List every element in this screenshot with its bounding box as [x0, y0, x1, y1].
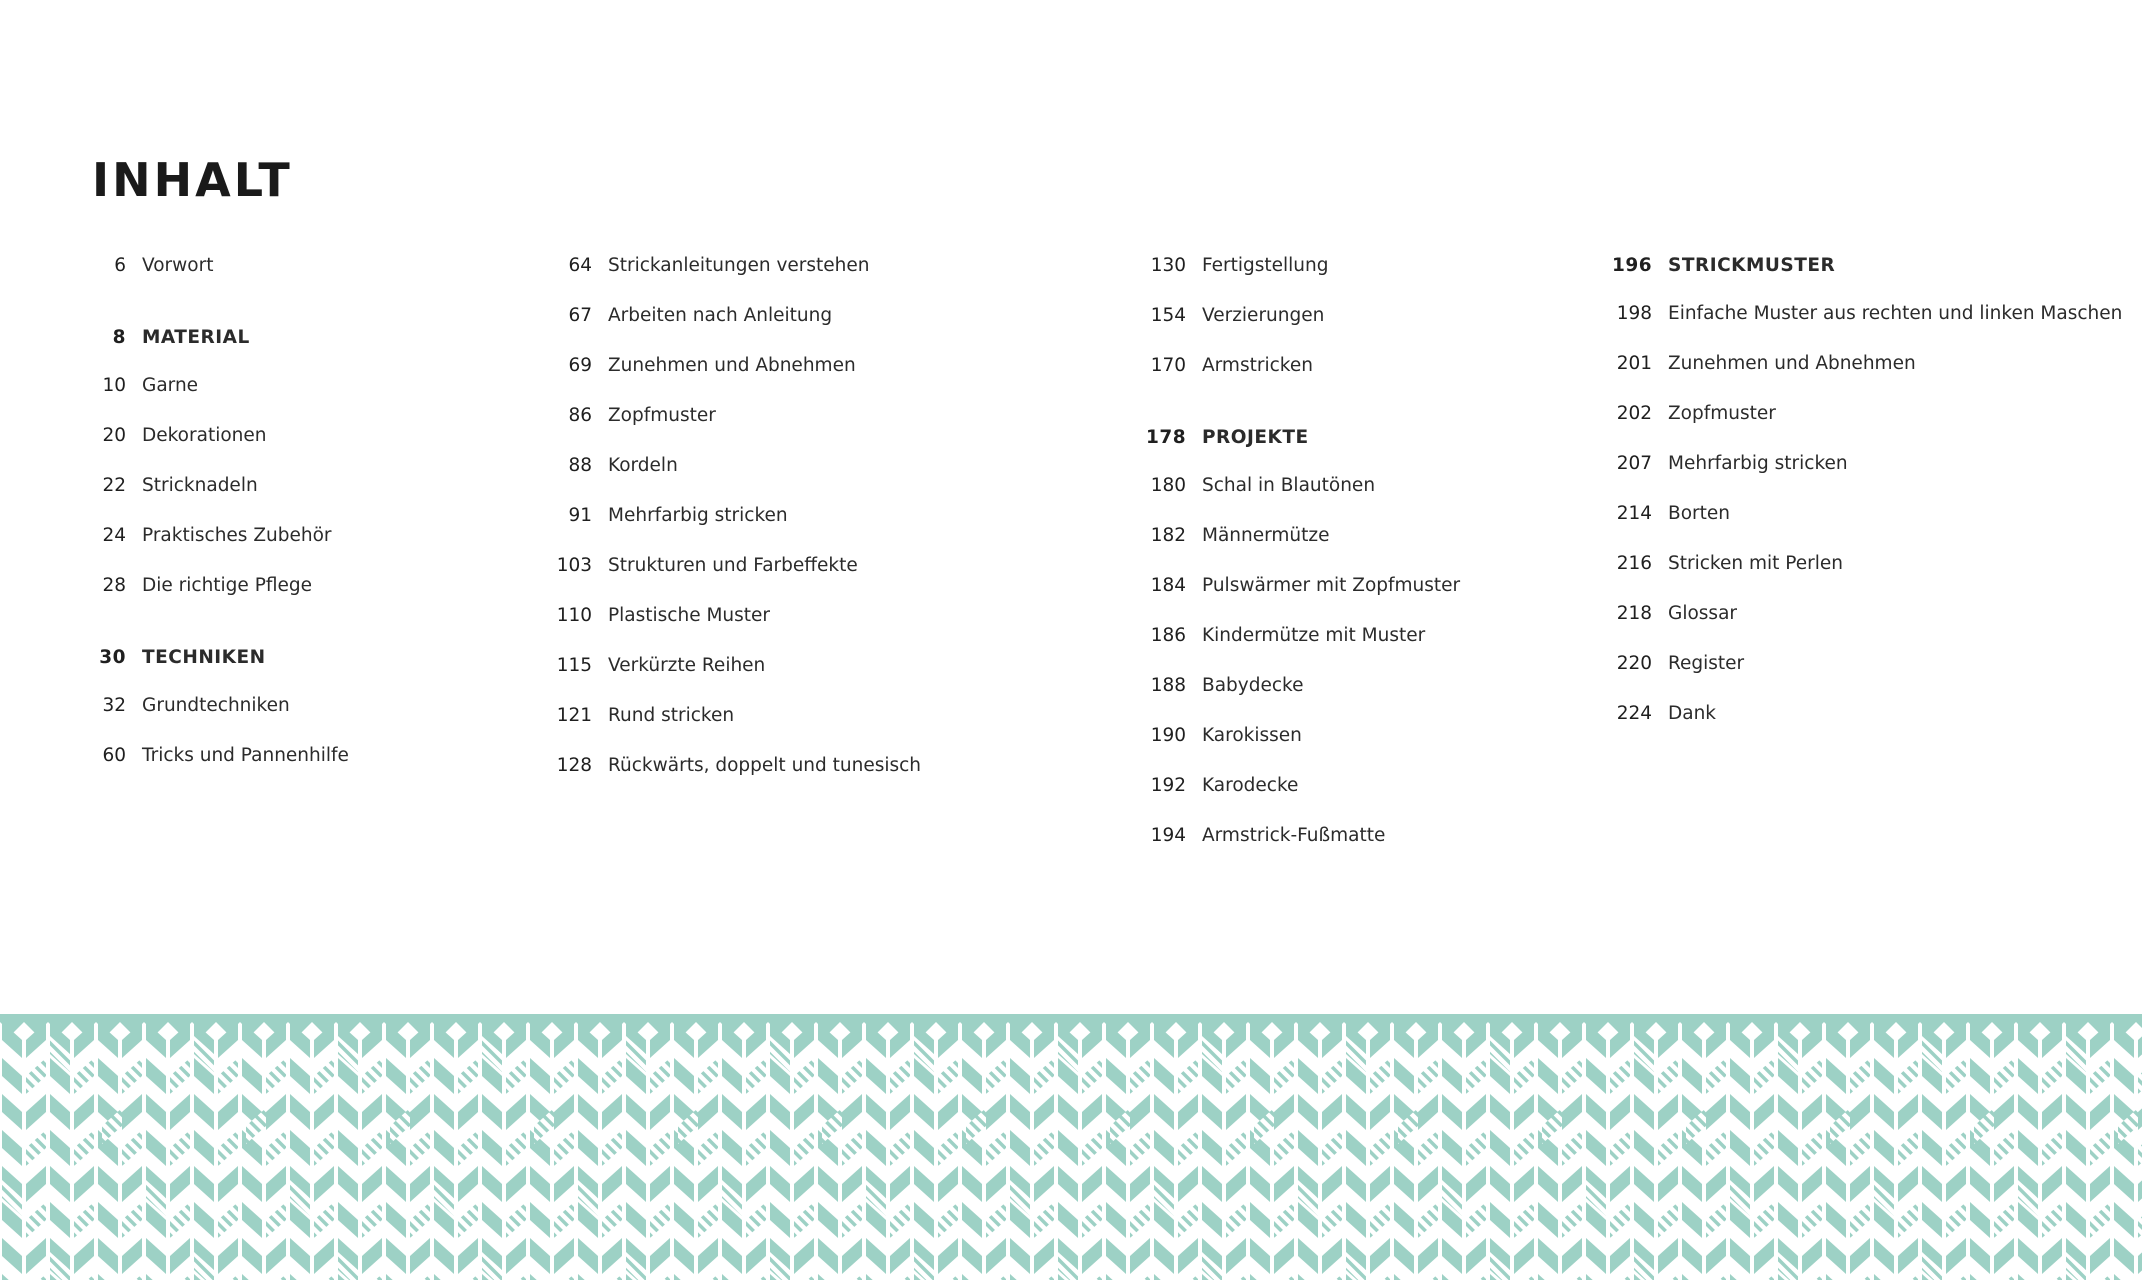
entry-title: Garne — [142, 375, 199, 396]
toc-entry — [92, 575, 349, 625]
page-number: 198 — [1616, 303, 1652, 324]
toc-entry — [552, 505, 921, 555]
entry-title: Mehrfarbig stricken — [608, 505, 788, 526]
entry-title: Die richtige Pflege — [142, 575, 313, 596]
toc-entry — [1612, 403, 2122, 453]
page-number: 170 — [1150, 355, 1186, 376]
entry-title: Kindermütze mit Muster — [1202, 625, 1426, 646]
entry-title: Kordeln — [608, 455, 678, 476]
page-number: 128 — [556, 755, 592, 776]
toc-entry — [1146, 725, 1460, 775]
page-number: 190 — [1150, 725, 1186, 746]
page-number: 186 — [1150, 625, 1186, 646]
entry-title: Register — [1668, 653, 1745, 674]
toc-entry — [552, 655, 921, 705]
entry-title: Zunehmen und Abnehmen — [1668, 353, 1916, 374]
entry-title: Mehrfarbig stricken — [1668, 453, 1848, 474]
toc-entry — [1612, 553, 2122, 603]
toc-entry — [552, 355, 921, 405]
entry-title: Vorwort — [142, 255, 214, 276]
entry-title: STRICKMUSTER — [1668, 255, 1836, 276]
page-number: 202 — [1616, 403, 1652, 424]
entry-title: Borten — [1668, 503, 1730, 524]
entry-title: Glossar — [1668, 603, 1738, 624]
toc-entry — [92, 425, 349, 475]
toc-entry — [552, 305, 921, 355]
page-number: 28 — [102, 575, 126, 596]
entry-title: Verzierungen — [1202, 305, 1325, 326]
page-number: 24 — [102, 525, 126, 546]
toc-entry — [1146, 305, 1460, 355]
toc-entry — [552, 605, 921, 655]
toc-entry — [1612, 353, 2122, 403]
page-number: 30 — [99, 647, 126, 668]
entry-title: Karodecke — [1202, 775, 1299, 796]
toc-entry — [1146, 675, 1460, 725]
entry-title: PROJEKTE — [1202, 427, 1309, 448]
page-title: INHALT — [92, 153, 293, 207]
toc-entry — [552, 705, 921, 755]
page-number: 180 — [1150, 475, 1186, 496]
toc-entry — [1146, 625, 1460, 675]
toc-entry — [1146, 775, 1460, 825]
entry-title: Tricks und Pannenhilfe — [142, 745, 349, 766]
page-number: 188 — [1150, 675, 1186, 696]
page-number: 115 — [556, 655, 592, 676]
toc-entry — [552, 755, 921, 805]
knit-chevron-pattern-icon — [0, 1014, 2142, 1280]
page-number: 103 — [556, 555, 592, 576]
toc-entry — [1612, 503, 2122, 553]
entry-title: Einfache Muster aus rechten und linken Maschen — [1668, 303, 2123, 324]
toc-entry — [1612, 603, 2122, 653]
toc-entry — [92, 525, 349, 575]
page-number: 88 — [568, 455, 592, 476]
toc-entry — [1146, 825, 1460, 875]
page-number: 214 — [1616, 503, 1652, 524]
entry-title: Dank — [1668, 703, 1717, 724]
entry-title: Schal in Blautönen — [1202, 475, 1376, 496]
page-number: 10 — [102, 375, 126, 396]
entry-title: Pulswärmer mit Zopfmuster — [1202, 575, 1461, 596]
entry-title: Armstricken — [1202, 355, 1313, 376]
entry-title: Dekorationen — [142, 425, 267, 446]
toc-section-heading — [92, 327, 349, 375]
entry-title: Karokissen — [1202, 725, 1302, 746]
toc-column-2 — [552, 255, 921, 805]
entry-title: Zopfmuster — [1668, 403, 1776, 424]
toc-entry — [1612, 303, 2122, 353]
page-number: 192 — [1150, 775, 1186, 796]
page-number: 130 — [1150, 255, 1186, 276]
entry-title: MATERIAL — [142, 327, 250, 348]
page-number: 182 — [1150, 525, 1186, 546]
entry-title: Plastische Muster — [608, 605, 771, 626]
toc-entry — [552, 455, 921, 505]
toc-entry — [552, 255, 921, 305]
entry-title: TECHNIKEN — [142, 647, 266, 668]
entry-title: Stricknadeln — [142, 475, 258, 496]
page-number: 224 — [1616, 703, 1652, 724]
page-number: 64 — [568, 255, 592, 276]
toc-entry — [552, 405, 921, 455]
entry-title: Zopfmuster — [608, 405, 716, 426]
entry-title: Rückwärts, doppelt und tunesisch — [608, 755, 922, 776]
entry-title: Babydecke — [1202, 675, 1304, 696]
page-number: 6 — [114, 255, 126, 276]
page-number: 8 — [112, 327, 126, 348]
toc-entry — [1146, 575, 1460, 625]
page-number: 110 — [556, 605, 592, 626]
toc-entry — [1146, 255, 1460, 305]
toc-section-heading — [1612, 255, 2122, 303]
toc-entry — [92, 745, 349, 795]
page-number: 216 — [1616, 553, 1652, 574]
page-number: 67 — [568, 305, 592, 326]
toc-entry — [1612, 453, 2122, 503]
entry-title: Fertigstellung — [1202, 255, 1329, 276]
entry-title: Zunehmen und Abnehmen — [608, 355, 856, 376]
entry-title: Stricken mit Perlen — [1668, 553, 1843, 574]
page-number: 121 — [556, 705, 592, 726]
page-number: 207 — [1616, 453, 1652, 474]
page-number: 91 — [568, 505, 592, 526]
entry-title: Grundtechniken — [142, 695, 290, 716]
page-number: 201 — [1616, 353, 1652, 374]
entry-title: Armstrick-Fußmatte — [1202, 825, 1386, 846]
entry-title: Verkürzte Reihen — [608, 655, 766, 676]
toc-entry — [92, 255, 349, 305]
toc-column-4 — [1612, 255, 2122, 753]
page-number: 69 — [568, 355, 592, 376]
entry-title: Praktisches Zubehör — [142, 525, 332, 546]
toc-entry — [1612, 653, 2122, 703]
page-number: 154 — [1150, 305, 1186, 326]
page-number: 194 — [1150, 825, 1186, 846]
page-number: 196 — [1612, 255, 1653, 276]
toc-entry — [1612, 703, 2122, 753]
toc-column-1 — [92, 255, 349, 795]
toc-section-heading — [1146, 427, 1460, 475]
toc-entry — [92, 375, 349, 425]
page-number: 220 — [1616, 653, 1652, 674]
toc-column-3 — [1146, 255, 1460, 875]
page-number: 60 — [102, 745, 126, 766]
entry-title: Arbeiten nach Anleitung — [608, 305, 833, 326]
toc-entry — [1146, 475, 1460, 525]
page-number: 178 — [1146, 427, 1187, 448]
entry-title: Männermütze — [1202, 525, 1330, 546]
toc-entry — [92, 475, 349, 525]
page-number: 22 — [102, 475, 126, 496]
toc-entry — [1146, 525, 1460, 575]
toc-entry — [552, 555, 921, 605]
page-number: 20 — [102, 425, 126, 446]
page-number: 86 — [568, 405, 592, 426]
toc-entry — [1146, 355, 1460, 405]
toc-section-heading — [92, 647, 349, 695]
page-number: 32 — [102, 695, 126, 716]
toc-entry — [92, 695, 349, 745]
entry-title: Strukturen und Farbeffekte — [608, 555, 858, 576]
entry-title: Rund stricken — [608, 705, 735, 726]
page-number: 218 — [1616, 603, 1652, 624]
page-number: 184 — [1150, 575, 1186, 596]
entry-title: Strickanleitungen verstehen — [608, 255, 870, 276]
